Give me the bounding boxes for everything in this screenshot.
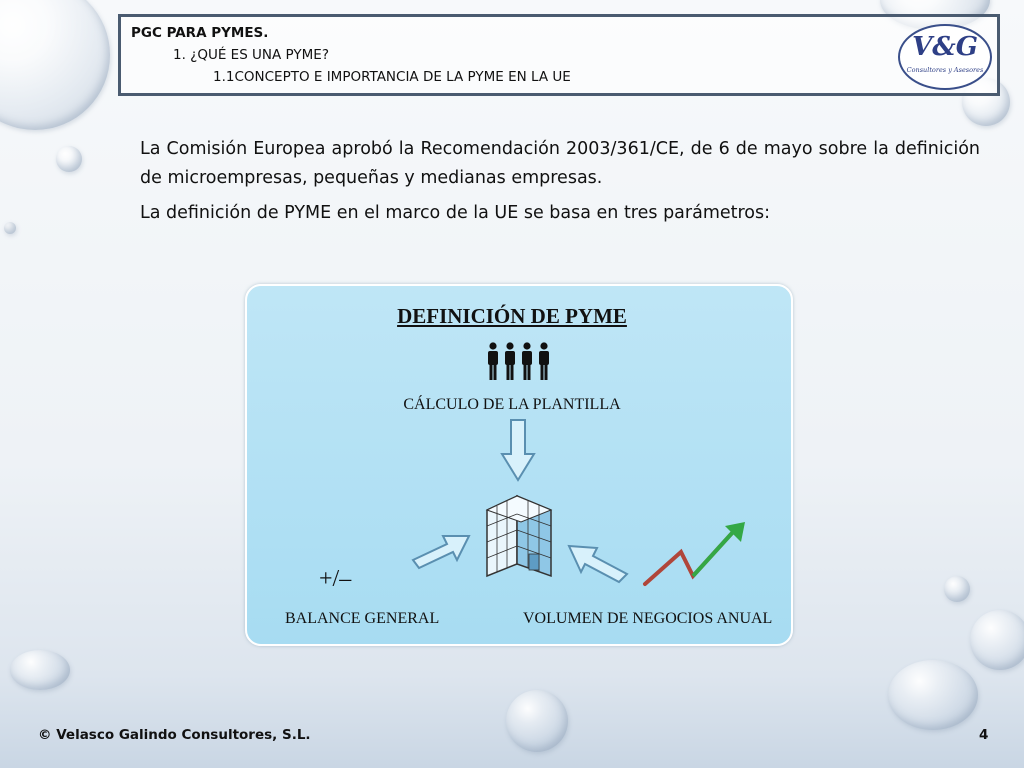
logo-text: V&G [912, 32, 978, 62]
balance-sheet-label: BALANCE GENERAL [285, 610, 440, 627]
decorative-bubble [888, 660, 978, 730]
paragraph-recommendation: La Comisión Europea aprobó la Recomendación 2003/361/CE, de 6 de mayo sobre la definición de microempresas, pequeñas y medianas empresas. [140, 139, 980, 188]
people-icon [485, 342, 557, 382]
diagram-title: DEFINICIÓN DE PYME [397, 304, 627, 328]
page-number: 4 [979, 727, 989, 743]
company-logo [898, 24, 992, 90]
decorative-bubble [10, 650, 70, 690]
decorative-bubble [970, 610, 1024, 670]
header-section: 1.1CONCEPTO E IMPORTANCIA DE LA PYME EN LA UE [213, 69, 571, 85]
staff-calculation-label: CÁLCULO DE LA PLANTILLA [403, 396, 621, 413]
balance-symbol: +/– [319, 566, 352, 592]
pyme-definition-diagram [245, 284, 793, 646]
trend-up-icon [641, 518, 751, 590]
footer-copyright: © Velasco Galindo Consultores, S.L. [38, 727, 311, 743]
decorative-bubble [0, 0, 110, 130]
decorative-bubble [944, 576, 970, 602]
decorative-bubble [506, 690, 568, 752]
arrow-down-icon [500, 418, 536, 482]
header-title: PGC PARA PYMES. [131, 25, 269, 41]
arrow-left-icon [565, 534, 631, 584]
arrow-right-icon [409, 524, 473, 574]
logo-subtext: Consultores y Asesores [906, 66, 984, 74]
slide-header [118, 14, 1000, 96]
annual-turnover-label: VOLUMEN DE NEGOCIOS ANUAL [523, 610, 773, 627]
decorative-bubble [56, 146, 82, 172]
decorative-bubble [4, 222, 16, 234]
header-subtitle: 1. ¿QUÉ ES UNA PYME? [173, 47, 329, 63]
paragraph-parameters: La definición de PYME en el marco de la UE se basa en tres parámetros: [140, 203, 771, 223]
building-icon [483, 492, 555, 578]
